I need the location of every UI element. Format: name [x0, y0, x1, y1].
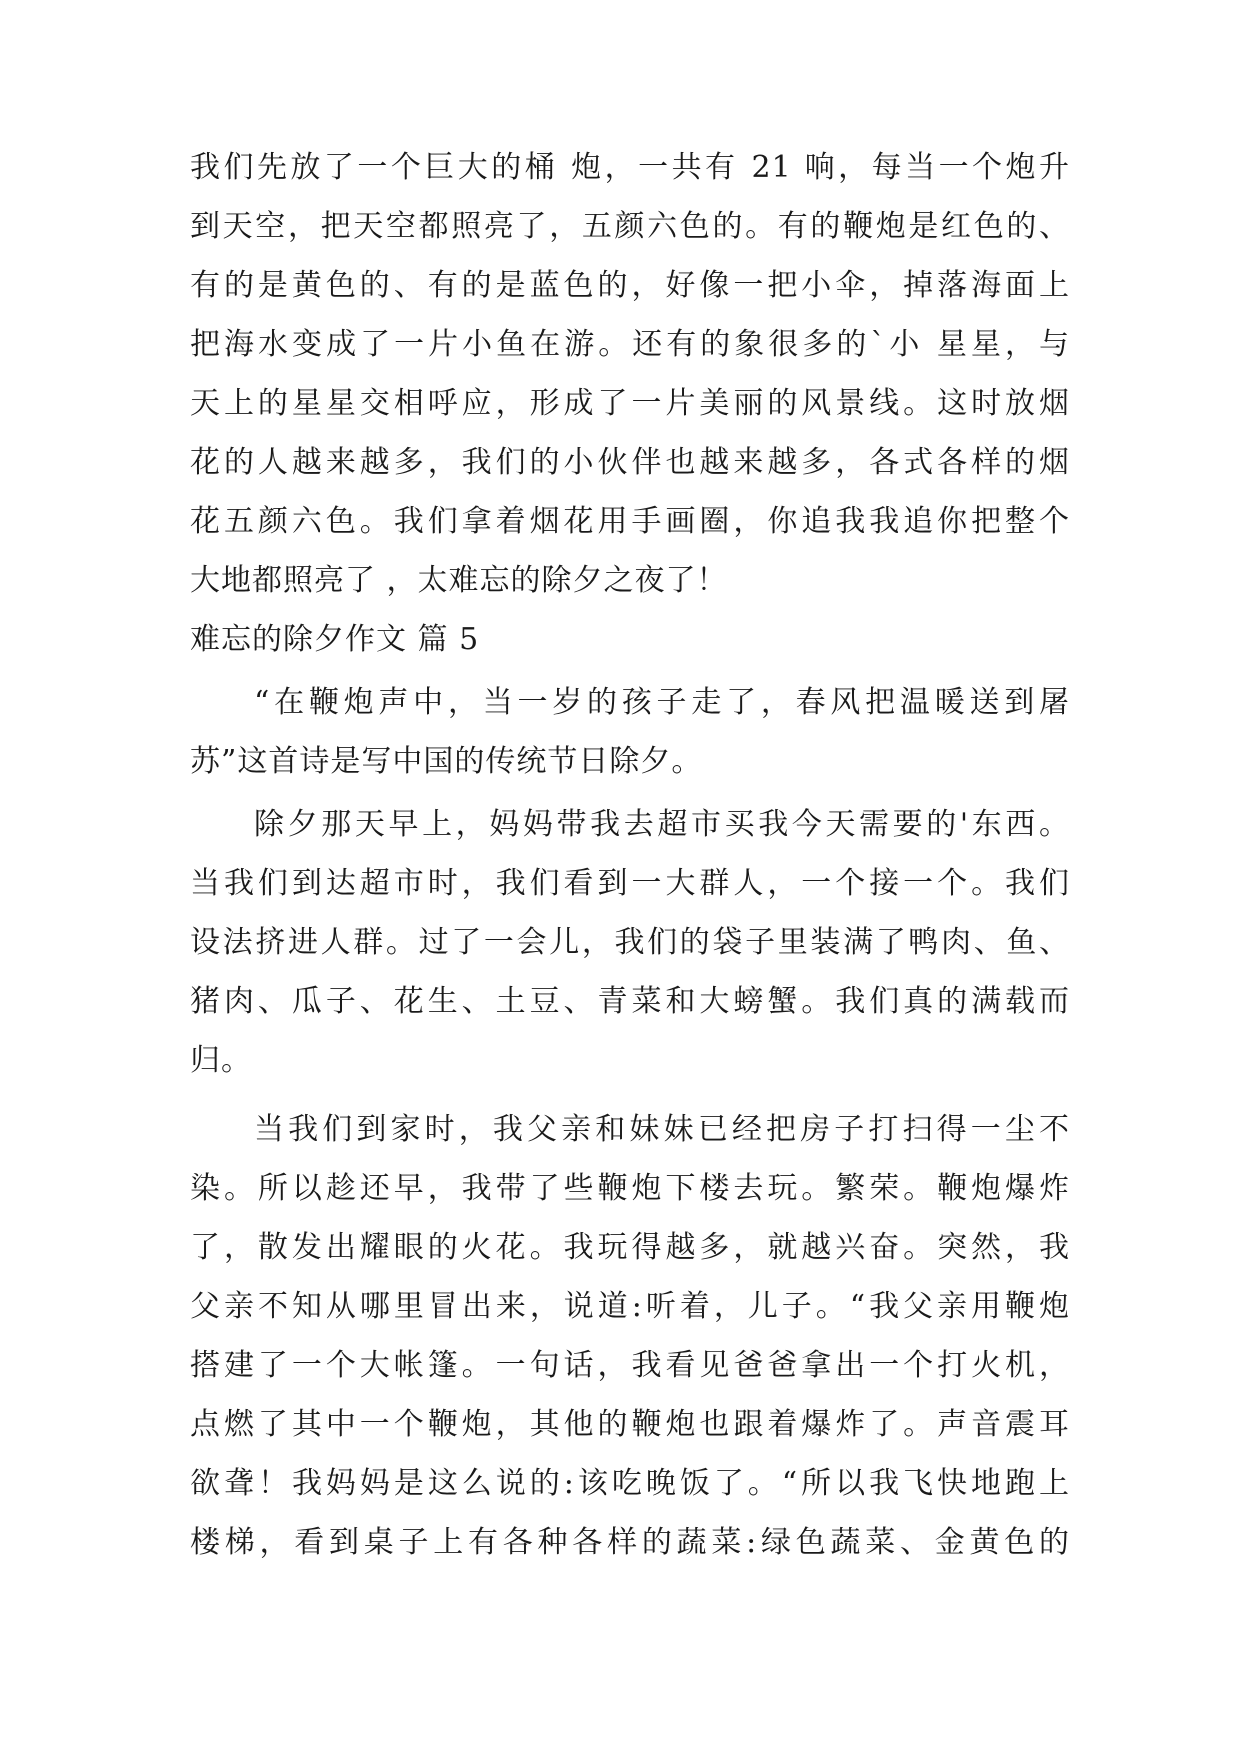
text-line: 欲聋！我妈妈是这么说的:该吃晚饭了。“所以我飞快地跑上: [190, 1466, 1070, 1501]
text-line: 有的是黄色的、有的是蓝色的，好像一把小伞，掉落海面上: [190, 268, 1070, 303]
text-line: 除夕那天早上，妈妈带我去超市买我今天需要的'东西。: [254, 807, 1070, 842]
text-line: 了，散发出耀眼的火花。我玩得越多，就越兴奋。突然，我: [190, 1230, 1070, 1265]
text-line: 苏”这首诗是写中国的传统节日除夕。: [190, 744, 703, 779]
text-line: 父亲不知从哪里冒出来，说道:听着，儿子。“我父亲用鞭炮: [190, 1289, 1070, 1324]
text-line: 点燃了其中一个鞭炮，其他的鞭炮也跟着爆炸了。声音震耳: [190, 1407, 1070, 1442]
text-line: “在鞭炮声中，当一岁的孩子走了，春风把温暖送到屠: [254, 685, 1070, 720]
text-line: 搭建了一个大帐篷。一句话，我看见爸爸拿出一个打火机，: [190, 1348, 1070, 1383]
text-line: 大地都照亮了 ，太难忘的除夕之夜了！: [190, 563, 728, 598]
text-line: 花五颜六色。我们拿着烟花用手画圈，你追我我追你把整个: [190, 504, 1070, 539]
text-line: 当我们到家时，我父亲和妹妹已经把房子打扫得一尘不: [254, 1112, 1070, 1147]
text-line: 把海水变成了一片小鱼在游。还有的象很多的`小 星星，与: [190, 327, 1070, 362]
text-line: 设法挤进人群。过了一会儿，我们的袋子里装满了鸭肉、鱼、: [190, 925, 1070, 960]
text-line: 染。所以趁还早，我带了些鞭炮下楼去玩。繁荣。鞭炮爆炸: [190, 1171, 1070, 1206]
text-line: 楼梯，看到桌子上有各种各样的蔬菜:绿色蔬菜、金黄色的: [190, 1525, 1070, 1560]
text-line: 到天空，把天空都照亮了，五颜六色的。有的鞭炮是红色的、: [190, 209, 1070, 244]
text-line: 花的人越来越多，我们的小伙伴也越来越多，各式各样的烟: [190, 445, 1070, 480]
text-line: 猪肉、瓜子、花生、土豆、青菜和大螃蟹。我们真的满载而: [190, 984, 1070, 1019]
text-line: 天上的星星交相呼应，形成了一片美丽的风景线。这时放烟: [190, 386, 1070, 421]
text-line: 我们先放了一个巨大的桶 炮，一共有 21 响，每当一个炮升: [190, 150, 1070, 185]
text-line: 当我们到达超市时，我们看到一大群人，一个接一个。我们: [190, 866, 1070, 901]
section-heading: 难忘的除夕作文 篇 5: [190, 622, 480, 657]
text-line: 归。: [190, 1043, 252, 1078]
